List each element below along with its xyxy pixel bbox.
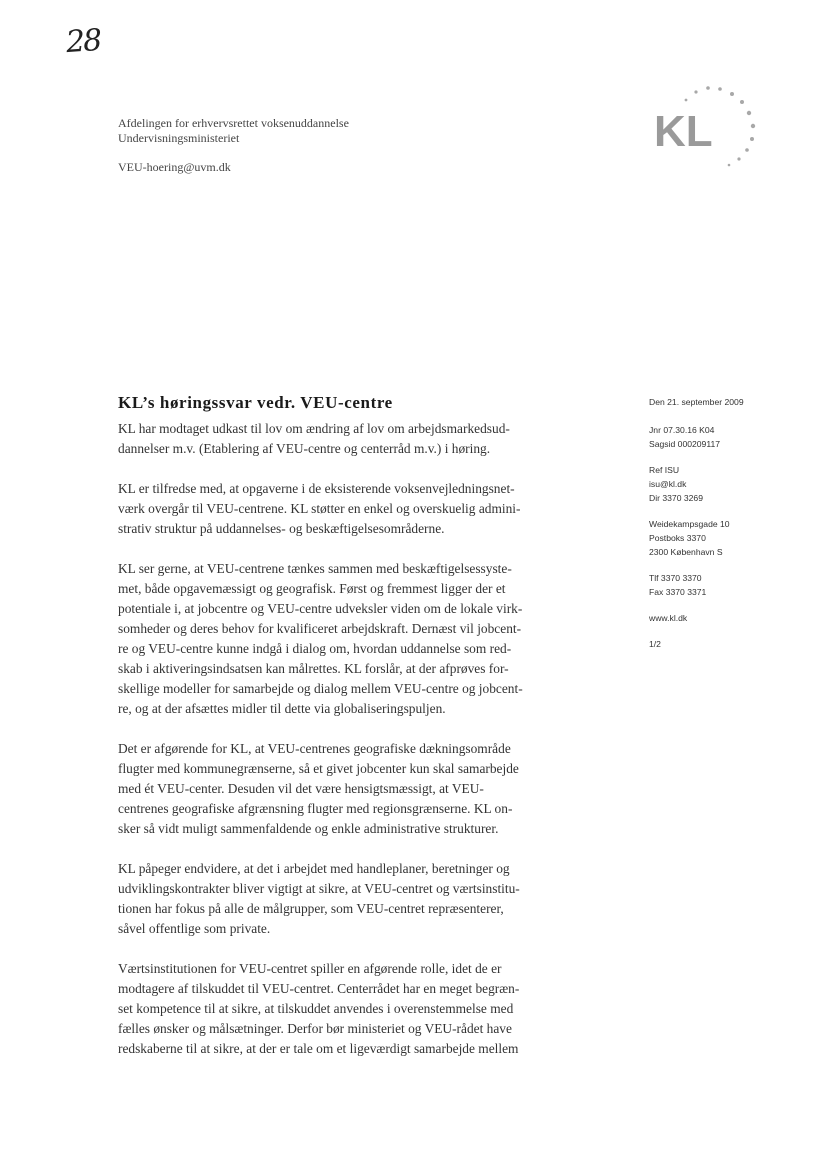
recipient-department: Afdelingen for erhvervsrettet voksenuddannelse <box>118 116 349 130</box>
phone-numbers <box>649 571 744 599</box>
paragraph-line: KL har modtaget udkast til lov om ændring af lov om arbejdsmarkedsud- <box>118 421 510 436</box>
paragraph-line: tionen har fokus på alle de målgrupper, som VEU-centret repræsenterer, <box>118 901 504 916</box>
paragraph-line: KL er tilfredse med, at opgaverne i de eksisterende voksenvejledningsnet- <box>118 481 515 496</box>
case-reference <box>649 423 744 451</box>
paragraph-line: udviklingskontrakter bliver vigtigt at sikre, at VEU-centret og værtsinstitu- <box>118 881 520 896</box>
direct-phone: Dir 3370 3269 <box>649 493 703 503</box>
paragraph-line: sker så vidt muligt sammenfaldende og enkle administrative strukturer. <box>118 821 499 836</box>
paragraph-line: fælles ønsker og målsætninger. Derfor bør ministeriet og VEU-rådet have <box>118 1021 512 1036</box>
street-address: Weidekampsgade 10 <box>649 519 730 529</box>
paragraph-line: potentiale i, at jobcentre og VEU-centre udveksler viden om de lokale virk- <box>118 601 523 616</box>
paragraph-line: somheder og deres behov for kvalificeret arbejdskraft. Dernæst vil jobcent- <box>118 621 522 636</box>
paragraph-line: med ét VEU-center. Desuden vil det være hensigtsmæssigt, at VEU- <box>118 781 484 796</box>
letter-title: KL’s høringssvar vedr. VEU-centre <box>118 393 393 412</box>
reference-initials: Ref ISU <box>649 465 680 475</box>
postal-city: 2300 København S <box>649 547 723 557</box>
paragraph-line: KL ser gerne, at VEU-centrene tænkes sammen med beskæftigelsessyste- <box>118 561 512 576</box>
reference-email: isu@kl.dk <box>649 479 687 489</box>
handwritten-page-number: 28 <box>64 22 102 61</box>
recipient-email: VEU-hoering@uvm.dk <box>118 160 231 174</box>
paragraph-line: re, og at der afsættes midler til dette via globaliseringspuljen. <box>118 701 446 716</box>
sender-details <box>649 395 744 651</box>
website: www.kl.dk <box>649 613 688 623</box>
paragraph-line: set kompetence til at sikre, at tilskuddet anvendes i overenstemmelse med <box>118 1001 514 1016</box>
paragraph-line: met, både opgavemæssigt og geografisk. Først og fremmest ligger der et <box>118 581 506 596</box>
kl-logo <box>652 80 772 170</box>
paragraph-line: re og VEU-centre kunne indgå i dialog om, hvordan uddannelse som red- <box>118 641 512 656</box>
paragraph-line: skab i aktiveringsindsatsen kan målrettes. KL forslår, at der afprøves for- <box>118 661 509 676</box>
paragraph-line: værk overgår til VEU-centrene. KL støtter en enkel og overskuelig admini- <box>118 501 521 516</box>
body-paragraph <box>118 739 618 839</box>
recipient-block <box>118 116 349 175</box>
fax-number: Fax 3370 3371 <box>649 587 707 597</box>
journal-number: Jnr 07.30.16 K04 <box>649 425 715 435</box>
paragraph-line: Det er afgørende for KL, at VEU-centrenes geografiske dækningsområde <box>118 741 511 756</box>
paragraph-line: centrenes geografiske afgrænsning flugter med regionsgrænserne. KL on- <box>118 801 513 816</box>
paragraph-line: såvel offentlige som private. <box>118 921 271 936</box>
letter-date: Den 21. september 2009 <box>649 397 744 407</box>
page-counter: 1/2 <box>649 639 661 649</box>
case-id: Sagsid 000209117 <box>649 439 721 449</box>
kl-logo-text: KL <box>654 107 713 156</box>
body-paragraph <box>118 959 618 1059</box>
body-paragraph <box>118 859 618 939</box>
paragraph-line: redskaberne til at sikre, at der er tale om et ligeværdigt samarbejde mellem <box>118 1041 519 1056</box>
paragraph-line: modtagere af tilskuddet til VEU-centret. Centerrådet har en meget begræn- <box>118 981 520 996</box>
postal-address <box>649 517 744 559</box>
body-paragraph <box>118 479 618 539</box>
paragraph-line: strativ struktur på uddannelses- og beskæftigelsesområderne. <box>118 521 445 536</box>
letter-body <box>118 419 618 1079</box>
contact-person <box>649 463 744 505</box>
paragraph-line: flugter med kommunegrænserne, så et givet jobcenter kun skal samarbejde <box>118 761 519 776</box>
po-box: Postboks 3370 <box>649 533 706 543</box>
paragraph-line: KL påpeger endvidere, at det i arbejdet med handleplaner, beretninger og <box>118 861 510 876</box>
paragraph-line: Værtsinstitutionen for VEU-centret spiller en afgørende rolle, idet de er <box>118 961 502 976</box>
paragraph-line: skellige modeller for samarbejde og dialog mellem VEU-centre og jobcent- <box>118 681 523 696</box>
body-paragraph <box>118 559 618 719</box>
recipient-ministry: Undervisningsministeriet <box>118 131 240 145</box>
paragraph-line: dannelser m.v. (Etablering af VEU-centre og centerråd m.v.) i høring. <box>118 441 491 456</box>
main-phone: Tlf 3370 3370 <box>649 573 702 583</box>
body-paragraph <box>118 419 618 459</box>
